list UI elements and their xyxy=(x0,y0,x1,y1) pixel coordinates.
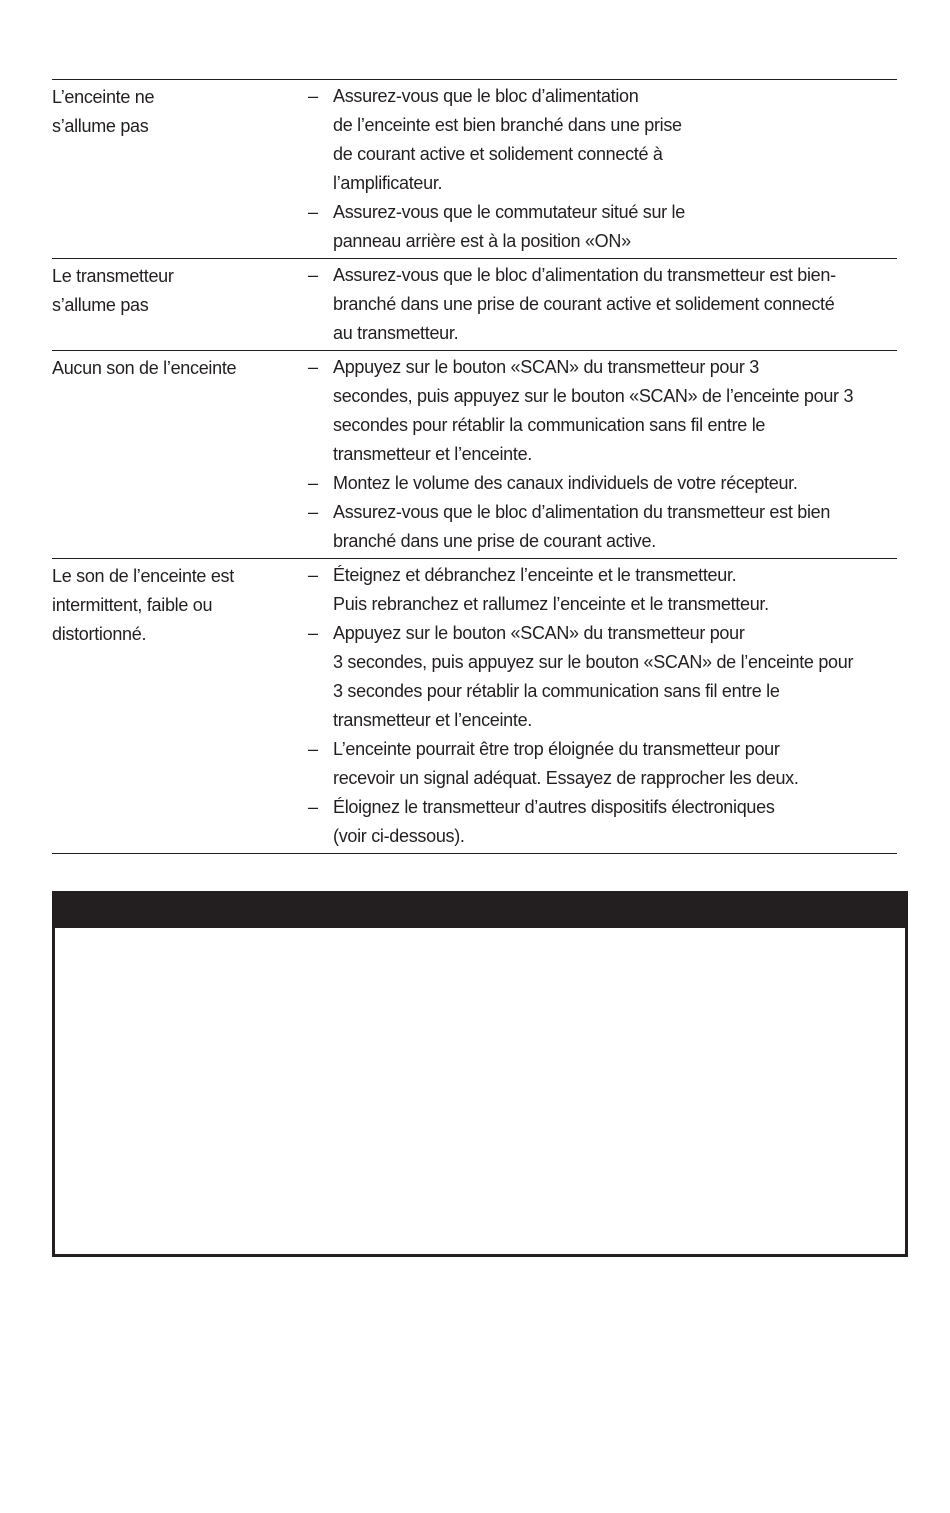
dash-bullet: – xyxy=(308,202,318,222)
troubleshooting-table xyxy=(52,79,897,854)
dash-bullet: – xyxy=(308,797,318,817)
dash-bullet: – xyxy=(308,502,318,522)
solution-text: Éteignez et débranchez l’enceinte et le transmetteur. Puis rebranchez et rallumez l’enceinte et le transmetteur. xyxy=(333,565,769,614)
solution-text: L’enceinte pourrait être trop éloignée du transmetteur pour recevoir un signal adéquat. Essayez de rapprocher les deux. xyxy=(333,739,799,788)
solutions-cell xyxy=(308,561,897,851)
solution-item xyxy=(308,82,897,198)
table-row xyxy=(52,558,897,853)
solution-text: Appuyez sur le bouton «SCAN» du transmetteur pour 3 secondes, puis appuyez sur le bouton «SCAN» de l’enceinte pour 3 secondes pour rétablir la communication sans fil entre le transmetteur et l’enceinte. xyxy=(333,623,854,730)
dash-bullet: – xyxy=(308,86,318,106)
solution-item xyxy=(308,619,897,735)
solution-text: Assurez-vous que le bloc d’alimentation du transmetteur est bien branché dans une prise de courant active. xyxy=(333,502,831,551)
solution-text: Montez le volume des canaux individuels de votre récepteur. xyxy=(333,473,798,493)
solution-item xyxy=(308,735,897,793)
solution-text: Appuyez sur le bouton «SCAN» du transmetteur pour 3 secondes, puis appuyez sur le bouton «SCAN» de l’enceinte pour 3 secondes pour rétablir la communication sans fil entre le transmetteur et l’enceinte. xyxy=(333,357,854,464)
problem-cell: L’enceinte ne s’allume pas xyxy=(52,87,155,136)
dash-bullet: – xyxy=(308,265,318,285)
problem-cell: Aucun son de l’enceinte xyxy=(52,358,237,378)
table-row xyxy=(52,258,897,350)
framed-box-header-bar xyxy=(55,891,905,928)
solution-text: Assurez-vous que le bloc d’alimentation de l’enceinte est bien branché dans une prise de courant active et solidement connecté à l’amplificateur. xyxy=(333,86,682,193)
solutions-cell xyxy=(308,261,897,348)
solution-item xyxy=(308,353,897,469)
solution-text: Assurez-vous que le bloc d’alimentation du transmetteur est bien- branché dans une prise de courant active et solidement connecté au transmetteur. xyxy=(333,265,836,343)
solution-item xyxy=(308,561,897,619)
solution-item xyxy=(308,261,897,348)
dash-bullet: – xyxy=(308,623,318,643)
dash-bullet: – xyxy=(308,565,318,585)
solutions-cell xyxy=(308,353,897,556)
solution-item xyxy=(308,198,897,256)
dash-bullet: – xyxy=(308,739,318,759)
solution-text: Assurez-vous que le commutateur situé sur le panneau arrière est à la position «ON» xyxy=(333,202,685,251)
dash-bullet: – xyxy=(308,357,318,377)
solution-item xyxy=(308,469,897,498)
problem-cell: Le transmetteur s’allume pas xyxy=(52,266,174,315)
framed-box xyxy=(52,891,908,1257)
problem-cell: Le son de l’enceinte est intermittent, faible ou distortionné. xyxy=(52,566,234,644)
solution-text: Éloignez le transmetteur d’autres dispositifs électroniques (voir ci-dessous). xyxy=(333,797,775,846)
solution-item xyxy=(308,498,897,556)
solutions-cell xyxy=(308,82,897,256)
table-row xyxy=(52,80,897,258)
dash-bullet: – xyxy=(308,473,318,493)
table-row xyxy=(52,350,897,558)
solution-item xyxy=(308,793,897,851)
